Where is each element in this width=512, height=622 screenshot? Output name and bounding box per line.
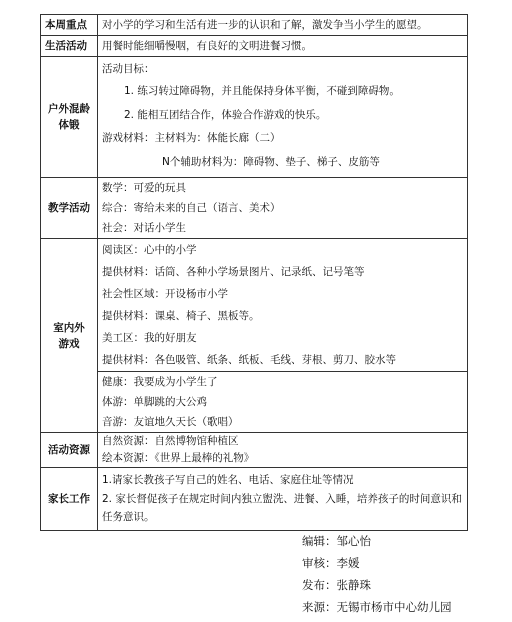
outdoor-sports-content	[98, 57, 468, 178]
list-item: 自然资源：自然博物馆种植区	[102, 435, 239, 447]
material-aux: N个辅助材料为：障碍物、垫子、梯子、皮筋等	[162, 156, 380, 168]
row-label-teaching: 教学活动	[41, 178, 98, 239]
material-main: 游戏材料：主材料为：体能长廊（二）	[102, 132, 281, 144]
list-item: 体游：单脚跳的大公鸡	[102, 396, 207, 408]
teaching-content	[98, 178, 468, 239]
label-line: 体锻	[58, 119, 80, 131]
parents-content	[98, 468, 468, 531]
label-line: 游戏	[58, 337, 80, 350]
list-item: 阅读区：心中的小学	[102, 244, 197, 256]
goal-title: 活动目标：	[102, 63, 155, 75]
goal-item: 2. 能相互团结合作，体验合作游戏的快乐。	[124, 109, 327, 121]
row-label-indoor-outdoor	[41, 239, 98, 433]
label-line: 户外混龄	[48, 103, 90, 115]
list-item: 社会：对话小学生	[102, 222, 186, 234]
list-item: 提供材料：话筒、各种小学场景图片、记录纸、记号笔等	[102, 266, 365, 278]
table-row	[41, 433, 468, 468]
list-item: 综合：寄给未来的自己（语言、美术）	[102, 202, 281, 214]
table-row	[41, 468, 468, 531]
editor-credit: 编辑：邹心怡	[302, 534, 371, 548]
credits-block	[302, 530, 452, 618]
table-row	[41, 15, 468, 36]
week-focus-text: 对小学的学习和生活有进一步的认识和了解，激发争当小学生的愿望。	[98, 15, 468, 36]
list-item: 2. 家长督促孩子在规定时间内独立盥洗、进餐、入睡，培养孩子的时间意识和任务意识。	[102, 493, 462, 523]
table-row	[41, 372, 468, 433]
life-activity-text: 用餐时能细嚼慢咽，有良好的文明进餐习惯。	[98, 36, 468, 57]
goal-item: 1. 练习转过障碍物，并且能保持身体平衡，不碰到障碍物。	[124, 85, 400, 97]
list-item: 提供材料：课桌、椅子、黑板等。	[102, 310, 260, 322]
row-label-outdoor-sports	[41, 57, 98, 178]
table-row	[41, 239, 468, 372]
list-item: 提供材料：各色吸管、纸条、纸板、毛线、芽根、剪刀、胶水等	[102, 354, 396, 366]
table-row	[41, 57, 468, 178]
weekly-plan-table	[40, 14, 468, 531]
list-item: 绘本资源：《世界上最棒的礼物》	[102, 452, 255, 464]
row-label-resources: 活动资源	[41, 433, 98, 468]
area-games-content	[98, 239, 468, 372]
row-label-week-focus: 本周重点	[41, 15, 98, 36]
publisher-credit: 发布：张静珠	[302, 578, 371, 592]
list-item: 音游：友谊地久天长（歌唱）	[102, 416, 239, 428]
row-label-life-activity: 生活活动	[41, 36, 98, 57]
reviewer-credit: 审核：李媛	[302, 556, 360, 570]
list-item: 美工区：我的好朋友	[102, 332, 197, 344]
resources-content	[98, 433, 468, 468]
table-row	[41, 178, 468, 239]
source-credit: 来源：无锡市杨市中心幼儿园	[302, 600, 452, 614]
row-label-parents: 家长工作	[41, 468, 98, 531]
table-row	[41, 36, 468, 57]
list-item: 数学：可爱的玩具	[102, 182, 186, 194]
sports-games-content	[98, 372, 468, 433]
list-item: 社会性区域：开设杨市小学	[102, 288, 228, 300]
list-item: 健康：我要成为小学生了	[102, 376, 218, 388]
label-line: 室内外	[53, 321, 85, 334]
list-item: 1.请家长教孩子写自己的姓名、电话、家庭住址等情况	[102, 474, 354, 486]
